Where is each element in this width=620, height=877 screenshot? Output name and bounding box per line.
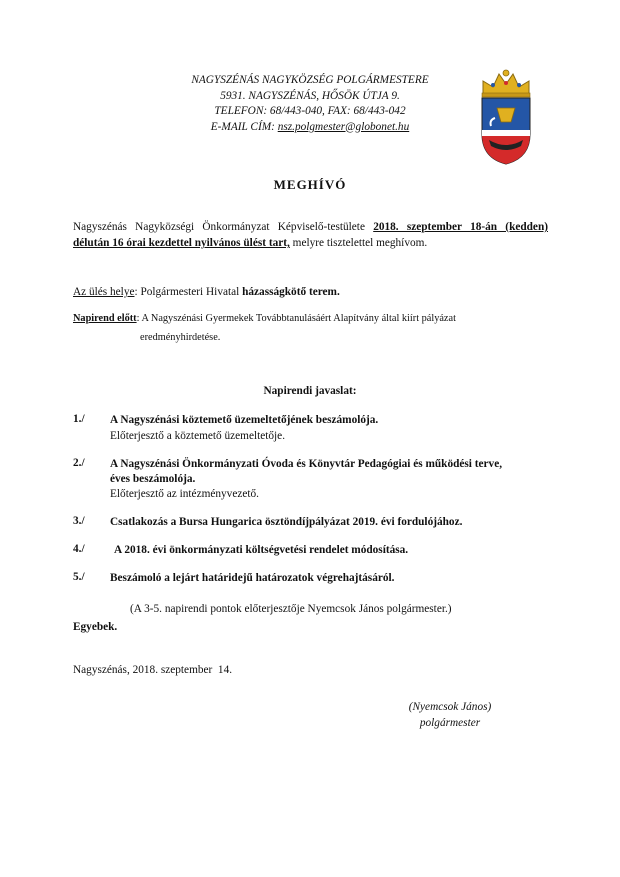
agenda-number-2: 2./	[73, 457, 85, 469]
letterhead-line-3: TELEFON: 68/443-040, FAX: 68/443-042	[214, 105, 406, 117]
signatory-name: (Nyemcsok János)	[408, 701, 492, 713]
venue-line	[73, 284, 548, 300]
meeting-time: délután 16 órai kezdettel nyilvános ülést tart,	[73, 237, 290, 249]
letterhead-line-4	[140, 120, 480, 136]
other-items: Egyebek.	[73, 621, 118, 633]
letterhead-line-1: NAGYSZÉNÁS NAGYKÖZSÉG POLGÁRMESTERE	[191, 74, 429, 86]
agenda-title-2b: éves beszámolója.	[110, 473, 196, 485]
meeting-date: 2018. szeptember 18-án (kedden)	[373, 221, 548, 233]
agenda-presenter-2: Előterjesztő az intézményvezető.	[110, 488, 259, 500]
agenda-title-3: Csatlakozás a Bursa Hungarica ösztöndíjpályázat 2019. évi fordulójához.	[110, 516, 463, 528]
signatory-role: polgármester	[419, 717, 481, 729]
letterhead-line-2: 5931. NAGYSZÉNÁS, HŐSÖK ÚTJA 9.	[220, 89, 400, 102]
agenda-number-4: 4./	[73, 543, 85, 555]
place-date: Nagyszénás, 2018. szeptember 14.	[73, 664, 233, 676]
agenda-title-2: A Nagyszénási Önkormányzati Óvoda és Könyvtár Pedagógiai és működési terve,	[110, 458, 503, 470]
coat-of-arms-icon	[475, 68, 537, 166]
venue-text: : Polgármesteri Hivatal	[134, 286, 243, 298]
agenda-number-5: 5./	[73, 571, 85, 583]
email-label: E-MAIL CÍM:	[210, 120, 278, 133]
agenda-presenter-1: Előterjesztő a köztemető üzemeltetője.	[110, 430, 286, 442]
agenda-title: Napirendi javaslat:	[263, 385, 357, 397]
before-agenda-text: : A Nagyszénási Gyermekek Továbbtanulásáért Alapítvány által kiírt pályázat	[136, 313, 456, 324]
intro-paragraph	[73, 219, 548, 251]
before-agenda-line	[73, 311, 548, 327]
venue-place: házasságkötő terem.	[242, 286, 340, 298]
agenda-title-5: Beszámoló a lejárt határidejű határozatok végrehajtásáról.	[110, 572, 395, 584]
intro-part-1: Nagyszénás Nagyközségi Önkormányzat Képviselő-testülete	[73, 221, 374, 233]
document-title: MEGHÍVÓ	[273, 177, 347, 192]
agenda-title-4: A 2018. évi önkormányzati költségvetési rendelet módosítása.	[114, 544, 409, 556]
agenda-note: (A 3-5. napirendi pontok előterjesztője Nyemcsok János polgármester.)	[130, 603, 452, 615]
agenda-number-3: 3./	[73, 515, 85, 527]
intro-part-3: melyre tisztelettel meghívom.	[289, 237, 428, 249]
before-agenda-label: Napirend előtt	[73, 313, 137, 324]
letterhead	[140, 73, 480, 135]
agenda-number-1: 1./	[73, 413, 85, 425]
email-link[interactable]: nsz.polgmester@globonet.hu	[277, 120, 410, 133]
before-agenda-line-2: eredményhirdetése.	[140, 332, 221, 343]
agenda-title-1: A Nagyszénási köztemető üzemeltetőjének beszámolója.	[110, 414, 379, 426]
venue-label: Az ülés helye	[73, 286, 135, 298]
